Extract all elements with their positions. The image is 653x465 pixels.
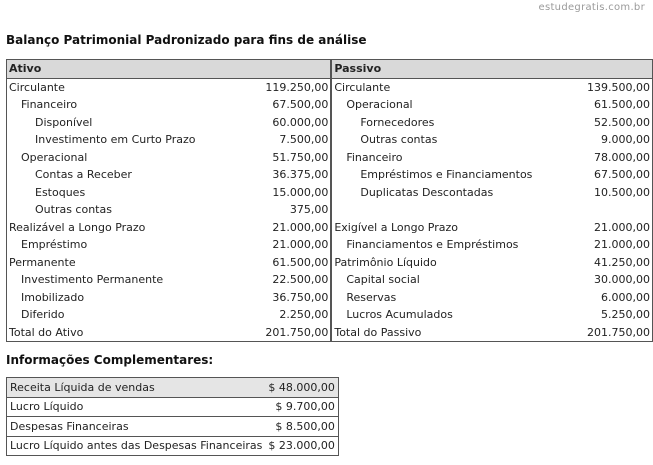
- ativo-row: [7, 254, 331, 272]
- watermark: estudegratis.com.br: [538, 2, 645, 13]
- passivo-row: [332, 78, 653, 96]
- ativo-account-label: Circulante: [7, 78, 260, 96]
- passivo-account-value: 139.500,00: [583, 78, 652, 96]
- ativo-account-value: 51.750,00: [260, 149, 331, 167]
- ativo-header-row: [7, 60, 331, 79]
- passivo-row: [332, 306, 653, 324]
- ativo-account-value: 21.000,00: [260, 219, 331, 237]
- passivo-account-label: Capital social: [332, 271, 583, 289]
- passivo-account-label: Operacional: [332, 96, 583, 114]
- ativo-row: [7, 149, 331, 167]
- passivo-row: [332, 201, 653, 219]
- passivo-account-label: Reservas: [332, 289, 583, 307]
- ativo-row: [7, 236, 331, 254]
- ativo-row: [7, 324, 331, 342]
- ativo-row: [7, 306, 331, 324]
- passivo-row: [332, 271, 653, 289]
- info-value: $ 8.500,00: [265, 417, 338, 437]
- ativo-account-value: 67.500,00: [260, 96, 331, 114]
- ativo-account-label: Permanente: [7, 254, 260, 272]
- passivo-account-label: Duplicatas Descontadas: [332, 184, 583, 202]
- passivo-row: [332, 149, 653, 167]
- ativo-account-value: 201.750,00: [260, 324, 331, 342]
- ativo-row: [7, 78, 331, 96]
- passivo-row: [332, 166, 653, 184]
- balance-sheet: [6, 59, 653, 342]
- info-row: [7, 417, 339, 437]
- info-label: Receita Líquida de vendas: [7, 378, 266, 398]
- passivo-header-row: [332, 60, 653, 79]
- passivo-account-label: Financeiro: [332, 149, 583, 167]
- ativo-account-label: Investimento em Curto Prazo: [7, 131, 260, 149]
- passivo-table: [331, 59, 653, 342]
- ativo-account-label: Total do Ativo: [7, 324, 260, 342]
- passivo-account-label: Lucros Acumulados: [332, 306, 583, 324]
- ativo-account-label: Disponível: [7, 114, 260, 132]
- ativo-table: [6, 59, 331, 342]
- passivo-row: [332, 114, 653, 132]
- ativo-row: [7, 166, 331, 184]
- ativo-account-value: 2.250,00: [260, 306, 331, 324]
- ativo-account-value: 119.250,00: [260, 78, 331, 96]
- passivo-account-label: [332, 201, 583, 219]
- ativo-account-label: Operacional: [7, 149, 260, 167]
- ativo-row: [7, 219, 331, 237]
- passivo-account-label: Financiamentos e Empréstimos: [332, 236, 583, 254]
- passivo-header: Passivo: [332, 60, 583, 79]
- ativo-account-label: Realizável a Longo Prazo: [7, 219, 260, 237]
- ativo-account-value: 61.500,00: [260, 254, 331, 272]
- passivo-row: [332, 324, 653, 342]
- ativo-account-label: Contas a Receber: [7, 166, 260, 184]
- passivo-account-label: Circulante: [332, 78, 583, 96]
- ativo-account-label: Outras contas: [7, 201, 260, 219]
- ativo-row: [7, 96, 331, 114]
- passivo-row: [332, 184, 653, 202]
- passivo-row: [332, 96, 653, 114]
- ativo-account-value: 60.000,00: [260, 114, 331, 132]
- info-row: [7, 397, 339, 417]
- passivo-row: [332, 254, 653, 272]
- passivo-account-value: 5.250,00: [583, 306, 652, 324]
- ativo-row: [7, 114, 331, 132]
- passivo-account-value: 10.500,00: [583, 184, 652, 202]
- ativo-row: [7, 131, 331, 149]
- ativo-account-value: 36.375,00: [260, 166, 331, 184]
- info-value: $ 23.000,00: [265, 436, 338, 456]
- passivo-account-label: Patrimônio Líquido: [332, 254, 583, 272]
- ativo-account-value: 15.000,00: [260, 184, 331, 202]
- passivo-account-value: 41.250,00: [583, 254, 652, 272]
- ativo-account-label: Investimento Permanente: [7, 271, 260, 289]
- ativo-row: [7, 289, 331, 307]
- passivo-account-label: Outras contas: [332, 131, 583, 149]
- passivo-account-value: 67.500,00: [583, 166, 652, 184]
- passivo-row: [332, 289, 653, 307]
- passivo-account-value: 78.000,00: [583, 149, 652, 167]
- ativo-account-label: Diferido: [7, 306, 260, 324]
- ativo-account-value: 7.500,00: [260, 131, 331, 149]
- ativo-row: [7, 184, 331, 202]
- info-row: [7, 378, 339, 398]
- passivo-row: [332, 131, 653, 149]
- info-row: [7, 436, 339, 456]
- info-label: Lucro Líquido: [7, 397, 266, 417]
- ativo-account-label: Financeiro: [7, 96, 260, 114]
- info-value: $ 48.000,00: [265, 378, 338, 398]
- passivo-row: [332, 219, 653, 237]
- ativo-account-value: 375,00: [260, 201, 331, 219]
- info-label: Lucro Líquido antes das Despesas Financeiras: [7, 436, 266, 456]
- info-label: Despesas Financeiras: [7, 417, 266, 437]
- passivo-account-label: Total do Passivo: [332, 324, 583, 342]
- ativo-account-label: Empréstimo: [7, 236, 260, 254]
- passivo-header-value: [583, 60, 652, 79]
- passivo-account-label: Exigível a Longo Prazo: [332, 219, 583, 237]
- ativo-header: Ativo: [7, 60, 260, 79]
- info-table: [6, 377, 339, 456]
- passivo-account-value: 21.000,00: [583, 236, 652, 254]
- passivo-account-value: 9.000,00: [583, 131, 652, 149]
- passivo-account-value: 21.000,00: [583, 219, 652, 237]
- ativo-account-value: 36.750,00: [260, 289, 331, 307]
- passivo-account-label: Empréstimos e Financiamentos: [332, 166, 583, 184]
- ativo-account-label: Imobilizado: [7, 289, 260, 307]
- passivo-account-value: 52.500,00: [583, 114, 652, 132]
- passivo-account-value: [583, 201, 652, 219]
- ativo-account-value: 21.000,00: [260, 236, 331, 254]
- info-title: Informações Complementares:: [6, 353, 214, 367]
- info-value: $ 9.700,00: [265, 397, 338, 417]
- ativo-header-value: [260, 60, 331, 79]
- ativo-account-label: Estoques: [7, 184, 260, 202]
- ativo-account-value: 22.500,00: [260, 271, 331, 289]
- passivo-account-value: 201.750,00: [583, 324, 652, 342]
- passivo-account-label: Fornecedores: [332, 114, 583, 132]
- passivo-account-value: 30.000,00: [583, 271, 652, 289]
- ativo-row: [7, 271, 331, 289]
- passivo-account-value: 61.500,00: [583, 96, 652, 114]
- page-title: Balanço Patrimonial Padronizado para fins de análise: [6, 33, 367, 47]
- passivo-row: [332, 236, 653, 254]
- passivo-account-value: 6.000,00: [583, 289, 652, 307]
- ativo-row: [7, 201, 331, 219]
